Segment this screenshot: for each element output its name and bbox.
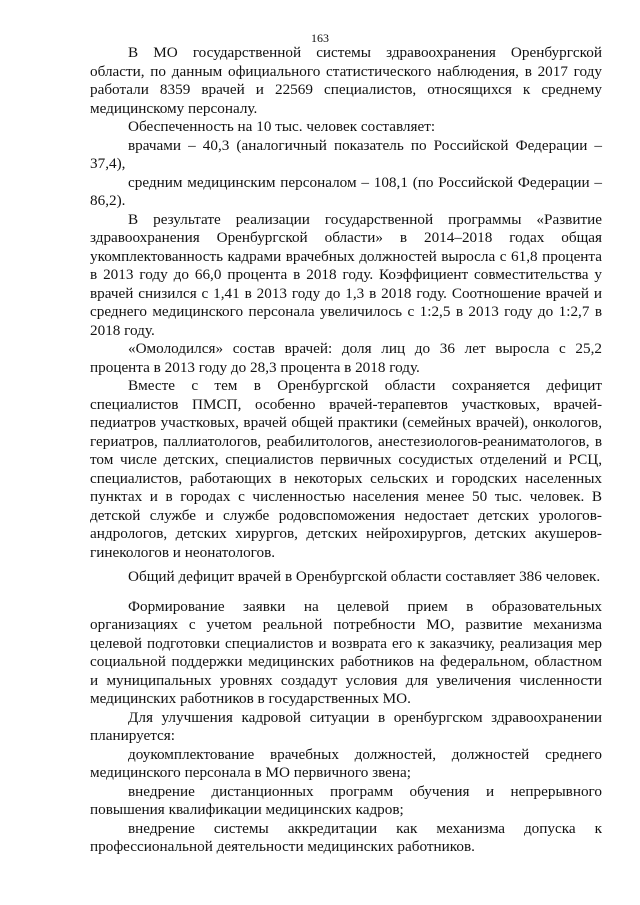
list-item-accreditation: внедрение системы аккредитации как механизма допуска к профессиональной деятельности медицинских работников.: [90, 819, 602, 855]
paragraph-provision-intro: Обеспеченность на 10 тыс. человек составляет:: [128, 118, 436, 135]
page-number: 163: [311, 31, 329, 45]
list-item-nurses: средним медицинским персоналом – 108,1 (по Российской Федерации – 86,2).: [90, 173, 602, 209]
paragraph-total-deficit: Общий дефицит врачей в Оренбургской области составляет 386 человек.: [128, 568, 601, 585]
paragraph-staff-2017: В МО государственной системы здравоохранения Оренбургской области, по данным официального статистического наблюдения, в 2017 году работали 8359 врачей и 22569 специалистов, относящихся к среднему медицинскому персоналу.: [90, 44, 602, 117]
list-item-staffing: доукомплектование врачебных должностей, должностей среднего медицинского персонала в МО первичного звена;: [90, 745, 602, 781]
paragraph-specialist-deficit: Вместе с тем в Оренбургской области сохраняется дефицит специалистов ПМСП, особенно врачей-терапевтов участковых, врачей-педиатров участковых, врачей общей практики (семейных врачей), онкологов, гериатров, паллиатологов, реабилитологов, анестезиологов-реаниматологов, в том числе детских, специалистов первичных сосудистых отделений и РСЦ, специалистов, работающих в некоторых сельских и городских населенных пунктах и в городах с численностью населения менее 50 тыс. человек. В детской службе и службе родовспоможения недостает детских урологов-андрологов, детских хирургов, детских нейрохирургов, детских акушеров-гинекологов и неонатологов.: [90, 377, 602, 561]
paragraph-program-results: В результате реализации государственной программы «Развитие здравоохранения Оренбургской области» в 2014–2018 годах общая укомплектованность кадрами врачебных должностей выросла с 61,8 процента в 2013 году до 66,0 процента в 2018 году. Коэффициент совместительства у врачей снизился с 1,41 в 2013 году до 1,3 в 2018 году. Соотношение врачей и среднего медицинского персонала увеличилось с 1:2,5 в 2013 году до 1:2,7 в 2018 году.: [90, 210, 602, 339]
paragraph-target-admission: Формирование заявки на целевой прием в образовательных организациях с учетом реальной потребности МО, развитие механизма целевой подготовки специалистов и возврата его к заказчику, реализация мер социальной поддержки медицинских работников на федеральном, областном и муниципальных уровнях создадут условия для увеличения численности медицинских работников в государственных МО.: [90, 597, 602, 707]
list-item-distance-learning: внедрение дистанционных программ обучения и непрерывного повышения квалификации медицинских кадров;: [90, 782, 602, 818]
document-body: [90, 44, 602, 857]
paragraph-plan-intro: Для улучшения кадровой ситуации в оренбургском здравоохранении планируется:: [90, 708, 602, 744]
paragraph-younger-doctors: «Омолодился» состав врачей: доля лиц до 36 лет выросла с 25,2 процента в 2013 году до 28,3 процента в 2018 году.: [90, 340, 602, 376]
list-item-doctors: врачами – 40,3 (аналогичный показатель по Российской Федерации – 37,4),: [90, 136, 602, 172]
